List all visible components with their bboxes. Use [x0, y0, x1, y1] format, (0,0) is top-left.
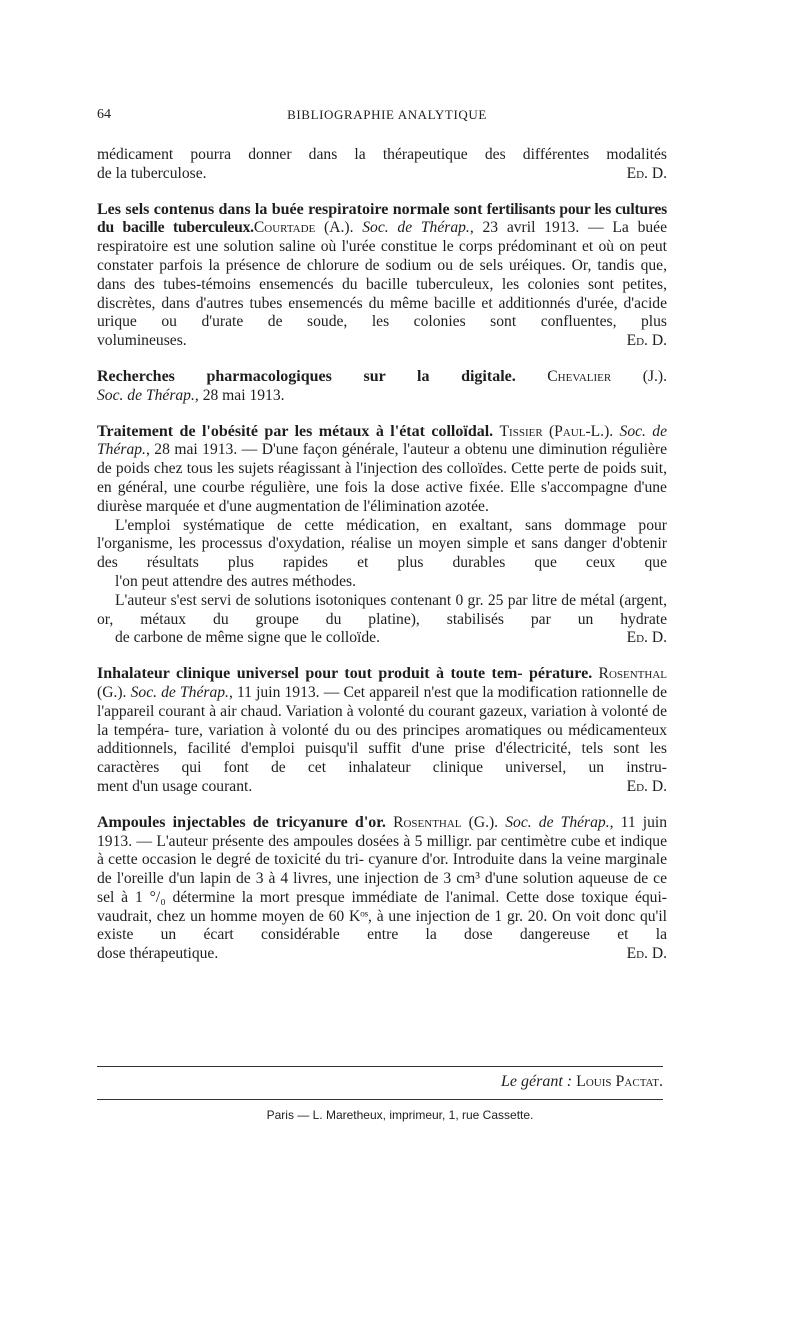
text-line-last: volumineuses. Ed. D.: [97, 332, 667, 350]
text-line: 3 à 4 livres, une injection de 3 cm³ d'une solution aqueuse de ce sel à 1 °/₀: [97, 870, 667, 906]
bibliography-entry-5: [97, 814, 667, 964]
text-line-last: [97, 387, 667, 406]
entry-title: Les sels contenus dans la buée respiratoire normale sont: [97, 200, 483, 218]
bibliography-entry-4: [97, 665, 667, 797]
bibliography-entry-2: [97, 368, 667, 406]
entry-author: Courtade (A.).: [253, 219, 354, 237]
footer-rule: [97, 1066, 663, 1067]
text-line: vaudrait, chez un homme moyen de 60 Kᵒˢ, à une injection de 1 gr. 20. On: [97, 907, 572, 925]
entry-title: Ampoules injectables de tricyanure d'or.: [97, 813, 386, 831]
entry-title: fertilisants pour les cultures du bacille tuberculeux.: [97, 200, 667, 237]
entry-date: , 28 mai 1913. —: [145, 441, 258, 459]
entry-date: , 23 avril 1913. —: [469, 219, 604, 237]
text-line: D'une façon générale,: [261, 441, 399, 459]
text-line-last: diurèse marquée et d'une augmentation de l'élimination azotée.: [97, 497, 489, 515]
text-line: Variation à volonté du courant gazeux, variation à volonté de la tempéra-: [97, 702, 667, 739]
text-line: discrètes, dans d'autres tubes ensemencés du même bacille et additionnés: [97, 294, 571, 312]
gerant-name: Louis Pactat.: [576, 1073, 663, 1090]
signature: Ed. D.: [626, 777, 667, 795]
text-line: l'auteur a obtenu une diminution régulière de poids chez tous les sujets: [97, 441, 667, 478]
signature: Ed. D.: [626, 945, 667, 963]
page-content: [97, 146, 667, 964]
text-line: tubes-témoins ensemencés du bacille tuberculeux, les colonies sont petites,: [163, 275, 667, 293]
entry-date: , 11 juin 1913. —: [228, 683, 340, 701]
entry-title: Inhalateur clinique universel pour tout produit à toute tem-: [97, 665, 523, 683]
text-line-last: ment d'un usage courant. Ed. D.: [97, 777, 667, 795]
text-line-last: l'on peut attendre des autres méthodes.: [115, 572, 356, 590]
signature: Ed. D.: [626, 332, 667, 350]
bibliography-entry-1: [97, 201, 667, 351]
entry-author: Tissier (Paul-L.).: [499, 422, 614, 440]
text-line: L'emploi systématique de cette médication, en exaltant, sans dommage: [115, 516, 626, 534]
signature: Ed. D.: [626, 164, 667, 182]
gerant-line: [501, 1073, 663, 1091]
text-line-last: de la tuberculose. Ed. D.: [97, 164, 667, 182]
text-line: Cet appareil: [343, 683, 420, 701]
entry-3-paragraph-3: [97, 592, 667, 648]
text-line: présence de chlorure de sodium ou de sels uréiques. Or, tandis que, dans des: [97, 256, 667, 293]
entry-author: Chevalier (J.).: [547, 367, 667, 385]
entry-author: Rosenthal (G.).: [97, 665, 667, 701]
imprint-rule: [97, 1099, 663, 1100]
entry-source: Soc. de Thérap.: [362, 219, 470, 237]
text-line: pour l'organisme, les processus d'oxydation, réalise un moyen simple et sans: [97, 516, 667, 553]
running-title: BIBLIOGRAPHIE ANALYTIQUE: [287, 107, 487, 122]
entry-source: Soc. de Thérap.: [97, 386, 195, 404]
entry-title: Recherches pharmacologiques sur la digitale.: [97, 367, 516, 385]
imprint-line: Paris — L. Maretheux, imprimeur, 1, rue Cassette.: [266, 1108, 534, 1122]
text-line: n'est que la modification rationnelle de l'appareil courant à air chaud.: [97, 683, 667, 720]
text-line: métal (argent, or, métaux du groupe du platine), stabilisés par un hydrate: [97, 591, 667, 628]
text-line: réagissant à l'injection des colloïdes. Cette perte de poids suit, en général,: [97, 460, 668, 496]
gerant-label: Le gérant :: [500, 1073, 573, 1090]
entry-source: Soc. de Thérap.: [97, 422, 667, 459]
bibliography-entry-3: [97, 423, 667, 517]
text-line: une courbe régulière, une fois la dose active fixée. Elle s'accompagne d'une: [173, 478, 667, 496]
text-line: La buée respiratoire est une solution saline: [97, 219, 668, 256]
entry-title: pérature.: [528, 665, 593, 683]
text-line-last: dose thérapeutique. Ed. D.: [97, 945, 667, 963]
entry-author: Rosenthal (G.).: [393, 813, 499, 831]
entry-date: , 11 juin 1913. —: [97, 813, 668, 850]
page-header: [97, 107, 677, 127]
text-line: ture, variation à volonté du ou des principes aromatiques ou médicamenteux: [174, 721, 668, 739]
text-line: où l'urée constitue le corps prédominant et où on peut constater parfois la: [97, 238, 668, 274]
text-line: L'auteur présente des ampoules dosées à 5 milligr.: [156, 832, 473, 850]
text-line: L'auteur s'est servi de solutions isotoniques contenant 0 gr. 25 par litre de: [115, 591, 577, 609]
signature: Ed. D.: [626, 629, 667, 647]
text-line: par centimètre cube et indique à cette occasion le degré de toxicité du tri-: [97, 832, 667, 869]
text-line: sont les caractères qui font de cet inhalateur clinique universel, un instru-: [97, 740, 667, 777]
text-line: cyanure d'or. Introduite dans la veine marginale de l'oreille d'un lapin de: [97, 851, 667, 888]
entry-title: Traitement de l'obésité par les métaux à l'état colloïdal.: [97, 422, 494, 440]
text-line: danger d'obtenir des résultats plus rapides et plus durables que ceux que: [97, 535, 667, 572]
entry-3-paragraph-2: [97, 517, 667, 592]
text-line: détermine la mort presque immédiate de l'animal. Cette dose toxique équi-: [172, 888, 668, 906]
entry-source: Soc. de: [505, 813, 554, 831]
entry-source: Thérap.: [560, 813, 610, 831]
entry-date: , 28 mai 1913.: [194, 386, 285, 404]
text-line: additionnels, facilité d'emploi puisqu'il suffit d'une prise d'électricité, tels: [97, 740, 604, 758]
text-line: médicament pourra donner dans la thérapeutique des différentes modalités: [97, 146, 667, 163]
continuation-paragraph: [97, 146, 667, 184]
text-line-last: de carbone de même signe que le colloïde. Ed. D.: [115, 629, 667, 647]
page-number: 64: [97, 107, 111, 122]
text-line: voit donc qu'il existe un écart considérable entre la dose dangereuse et la: [97, 907, 668, 944]
entry-source: Soc. de Thérap.: [130, 683, 229, 701]
text-line: d'urée, d'acide urique ou d'urate de soude, les colonies sont confluentes, plus: [97, 294, 667, 331]
